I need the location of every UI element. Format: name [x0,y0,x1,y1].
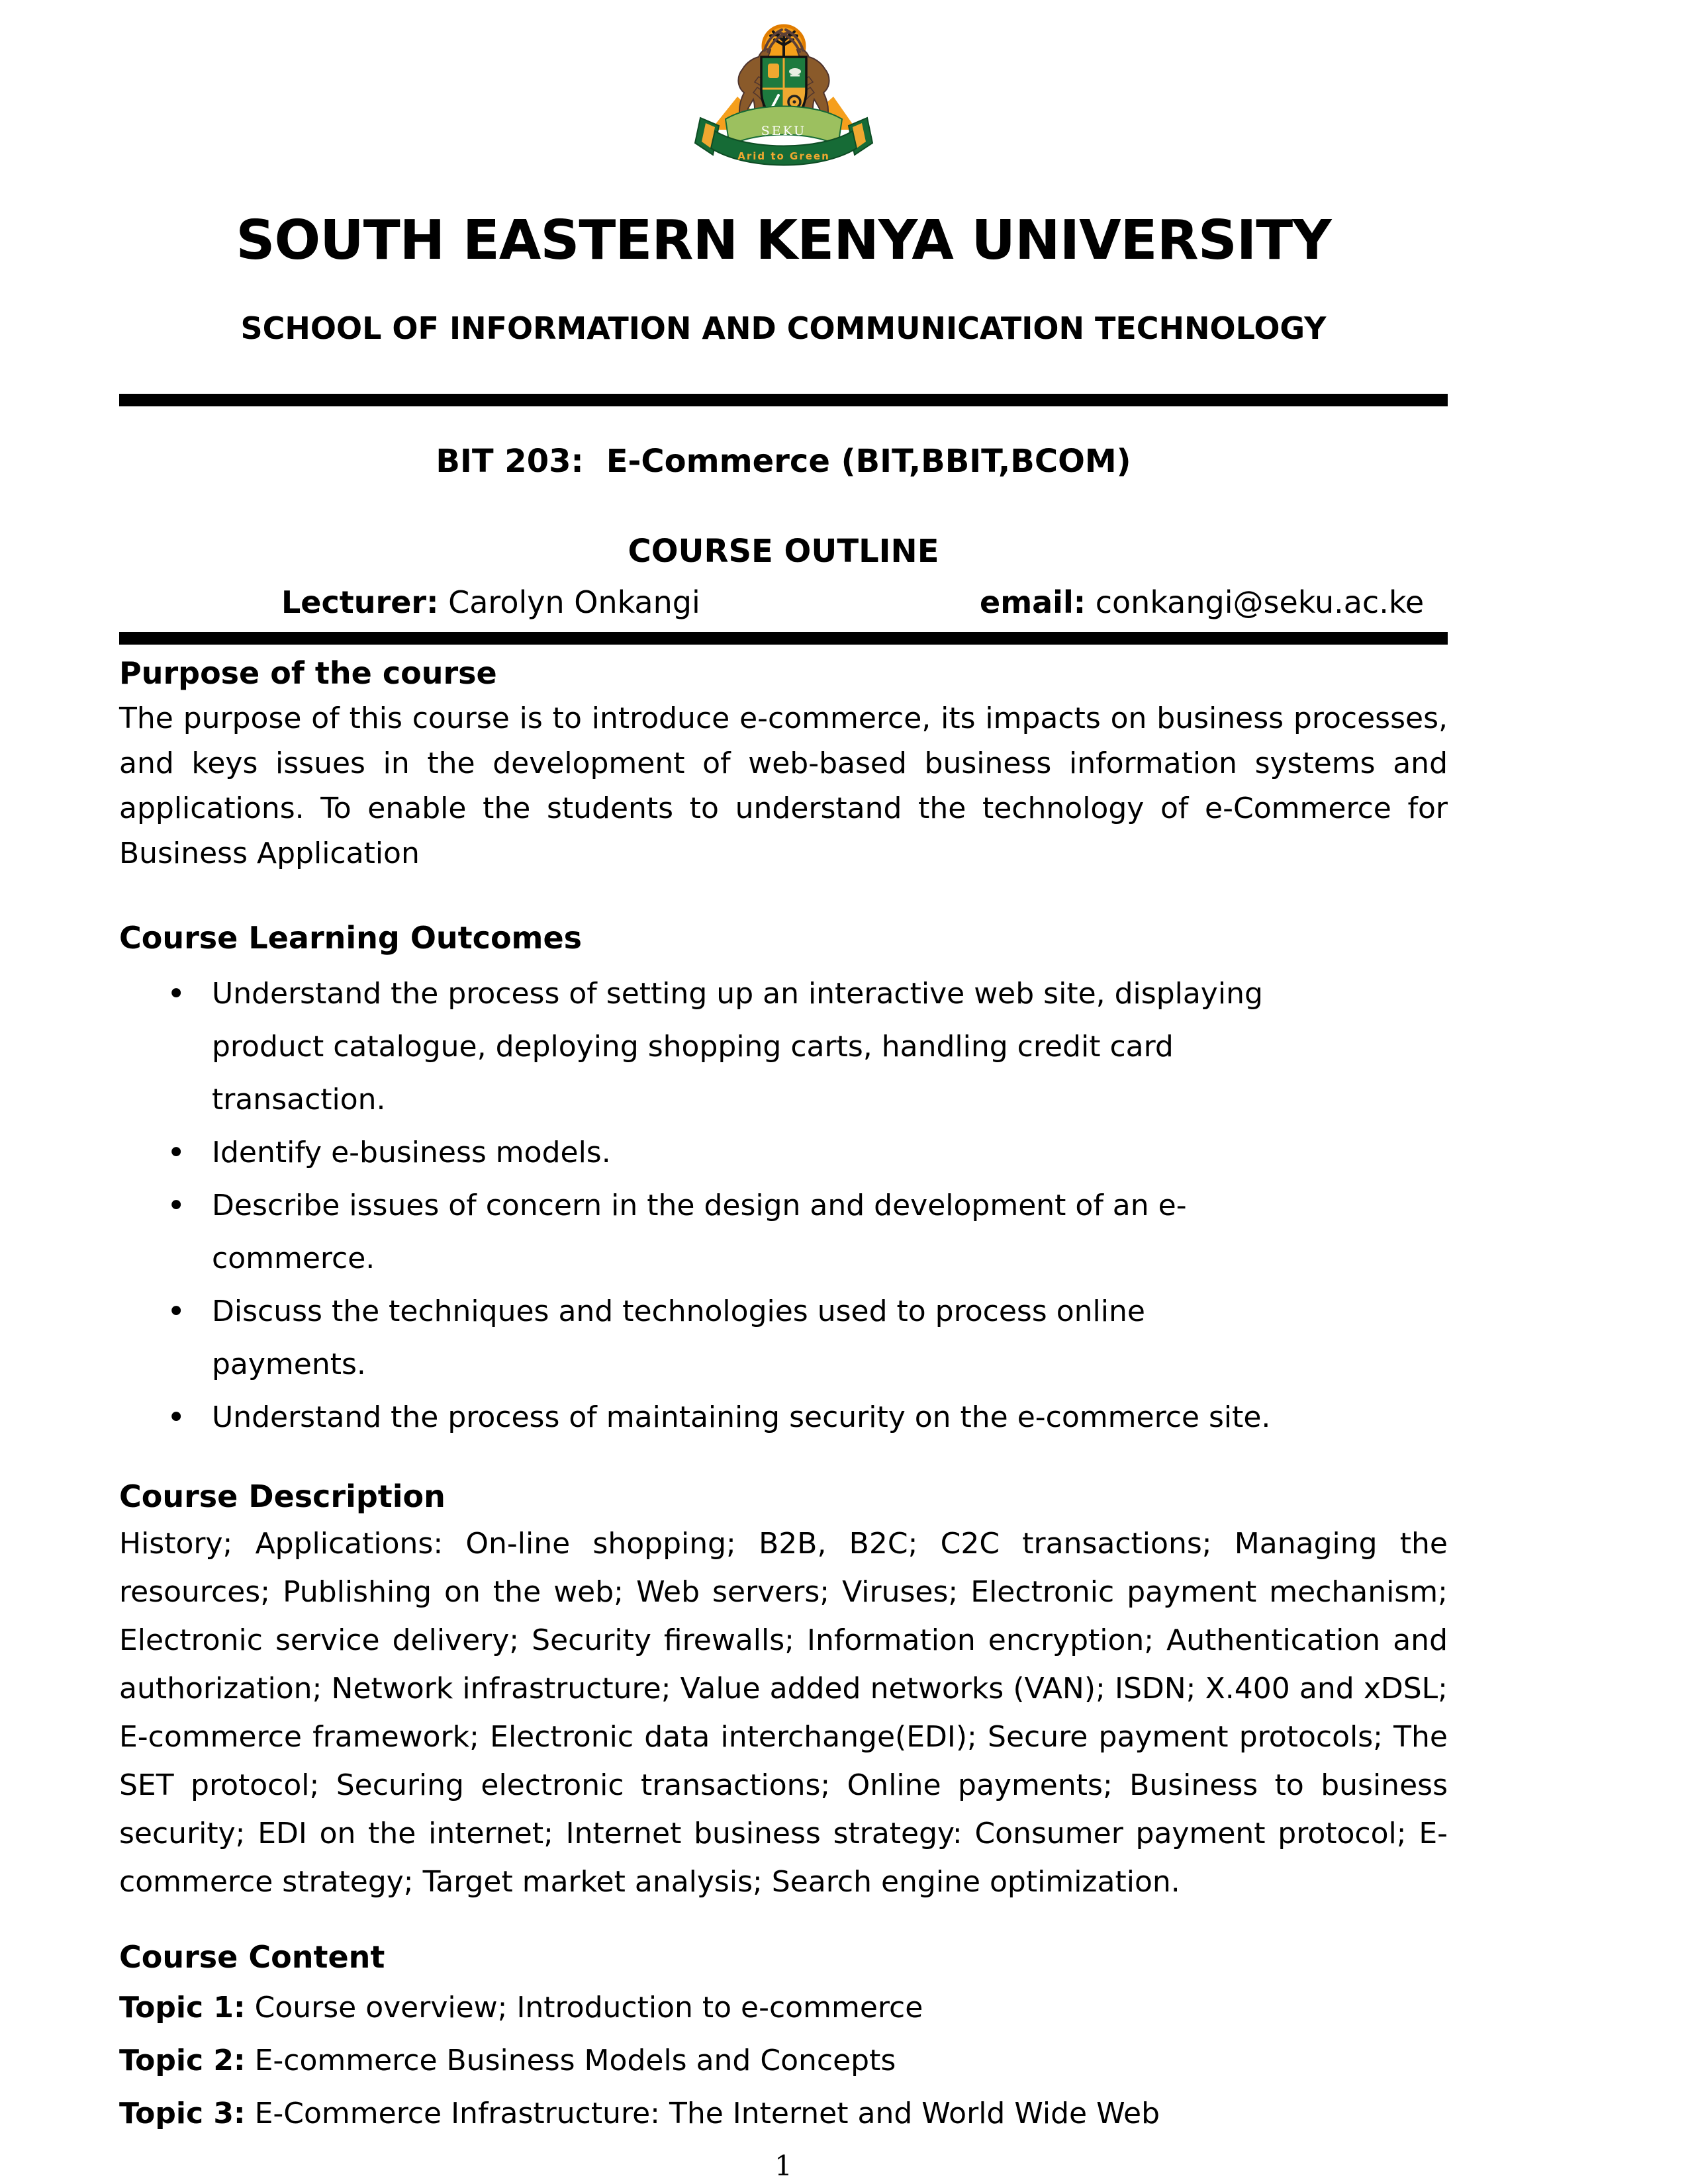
topic-label: Topic 2: [119,2044,246,2077]
topic-label: Topic 3: [119,2097,246,2130]
course-title: E-Commerce (BIT,BBIT,BCOM) [606,443,1131,480]
outcomes-list [119,968,1304,1444]
university-logo [119,0,1448,175]
lecturer-name: Carolyn Onkangi [448,584,700,620]
outcome-item: • Understand the process of maintaining security on the e-commerce site. [119,1391,1304,1444]
course-code-line [119,443,1448,480]
topic-line [119,2034,1448,2087]
email-group [980,584,1424,620]
divider-top [119,394,1448,406]
outline-title: COURSE OUTLINE [628,533,939,570]
topic-text: E-Commerce Infrastructure: The Internet and World Wide Web [254,2097,1160,2130]
topics-list [119,1981,1448,2140]
outcomes-heading: Course Learning Outcomes [119,920,583,956]
outcome-item: • Understand the process of setting up an interactive web site, displaying product catalogue, deploying shopping carts, handling credit card transaction. [119,968,1304,1126]
description-body: History; Applications: On-line shopping; B2B, B2C; C2C transactions; Managing the resources; Publishing on the web; Web servers; Viruses; Electronic payment mechanism; Electronic service delivery; Security firewalls; Information encryption; Authentication and authorization; Network infrastructure; Value added networks (VAN); ISDN; X.400 and xDSL; E-commerce framework; Electronic data interchange(EDI); Secure payment protocols; The SET protocol; Securing electronic transactions; Online payments; Business to business security; EDI on the internet; Internet business strategy: Consumer payment protocol; E-commerce strategy; Target market analysis; Search engine optimization. [119,1527,1448,1899]
seku-crest-icon [691,19,876,172]
purpose-body: The purpose of this course is to introduce e-commerce, its impacts on business processes, and keys issues in the development of web-based business information systems and applications. To enable the students to understand the technology of e-Commerce for Business Application [119,702,1448,870]
lecturer-row [119,584,1448,623]
page-number: 1 [774,2150,792,2182]
seku-text: SEKU [761,124,806,138]
outcome-item: • Identify e-business models. [119,1126,1304,1179]
topic-label: Topic 1: [119,1991,246,2025]
university-name: SOUTH EASTERN KENYA UNIVERSITY [236,209,1331,272]
motto-text: Arid to Green [737,150,830,162]
email-value: conkangi@seku.ac.ke [1095,584,1425,620]
course-content-heading: Course Content [119,1939,385,1975]
description-heading: Course Description [119,1479,445,1514]
divider-bottom [119,632,1448,645]
lecturer-label: Lecturer: [281,584,439,620]
purpose-heading: Purpose of the course [119,655,497,691]
topic-line [119,2087,1448,2140]
seku-banner [726,107,842,146]
topic-text: Course overview; Introduction to e-commerce [254,1991,923,2025]
outcome-item: • Describe issues of concern in the design and development of an e-commerce. [119,1179,1304,1285]
email-label: email: [980,584,1086,620]
document-content [119,0,1448,2182]
course-code: BIT 203: [436,443,584,480]
topic-text: E-commerce Business Models and Concepts [254,2044,896,2077]
outcome-item: • Discuss the techniques and technologies used to process online payments. [119,1285,1304,1391]
school-name: SCHOOL OF INFORMATION AND COMMUNICATION TECHNOLOGY [240,310,1327,346]
topic-line [119,1981,1448,2034]
